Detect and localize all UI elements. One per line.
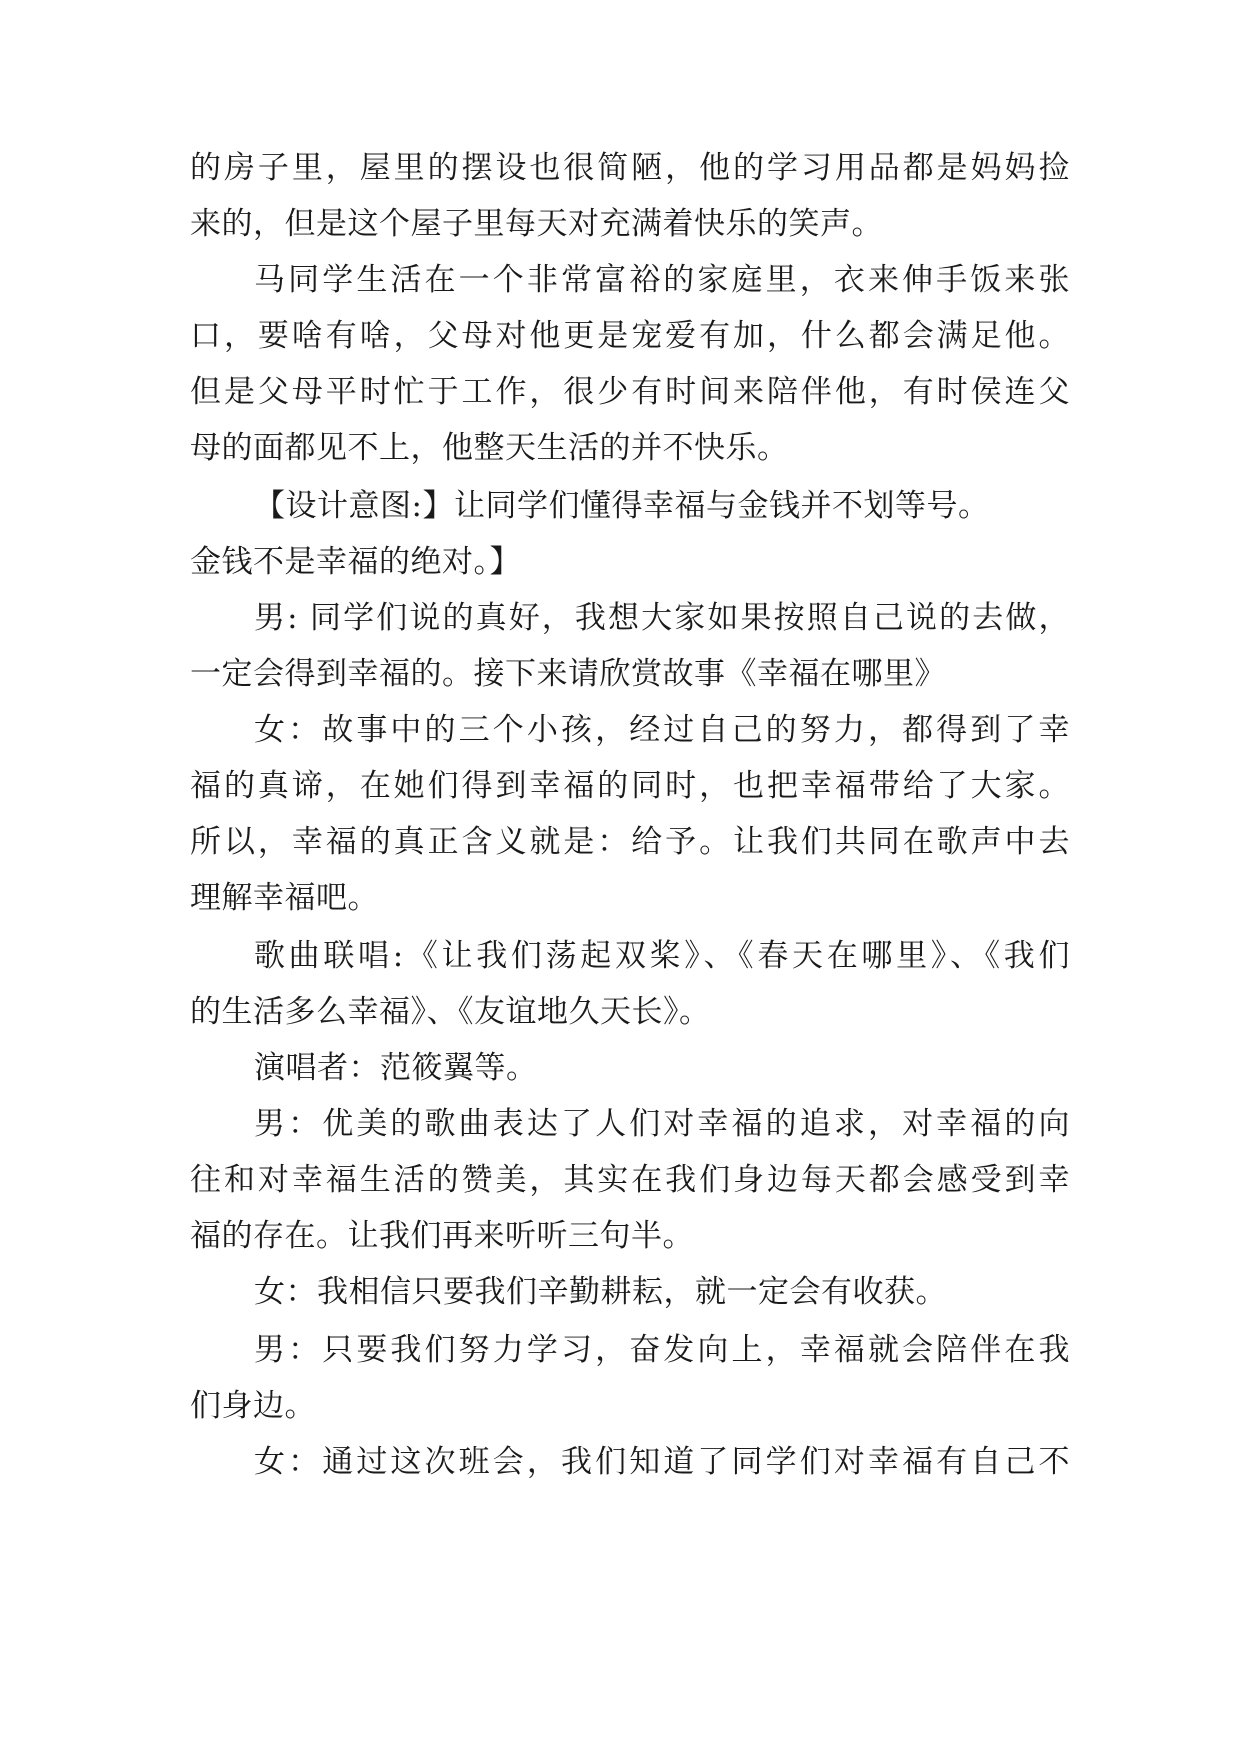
text-line: 一定会得到幸福的。接下来请欣赏故事《幸福在哪里》 <box>190 656 946 692</box>
text-line: 男: 同学们说的真好，我想大家如果按照自己说的去做， <box>254 600 1070 636</box>
text-line: 女：通过这次班会，我们知道了同学们对幸福有自己不 <box>254 1444 1070 1480</box>
text-line: 福的存在。让我们再来听听三句半。 <box>190 1218 694 1254</box>
text-line: 马同学生活在一个非常富裕的家庭里，衣来伸手饭来张 <box>254 262 1070 298</box>
text-line: 【设计意图:】让同学们懂得幸福与金钱并不划等号。 <box>254 488 990 524</box>
text-line: 演唱者：范筱翼等。 <box>254 1050 538 1086</box>
text-line: 但是父母平时忙于工作，很少有时间来陪伴他，有时侯连父 <box>190 374 1070 410</box>
text-line: 歌曲联唱:《让我们荡起双桨》、《春天在哪里》、《我们 <box>254 938 1070 974</box>
text-line: 女：故事中的三个小孩，经过自己的努力，都得到了幸 <box>254 712 1070 748</box>
text-line: 男：优美的歌曲表达了人们对幸福的追求，对幸福的向 <box>254 1106 1070 1142</box>
text-line: 往和对幸福生活的赞美，其实在我们身边每天都会感受到幸 <box>190 1162 1070 1198</box>
text-line: 男：只要我们努力学习，奋发向上，幸福就会陪伴在我 <box>254 1332 1070 1368</box>
text-line: 福的真谛，在她们得到幸福的同时，也把幸福带给了大家。 <box>190 768 1070 804</box>
text-line: 金钱不是幸福的绝对。】 <box>190 544 521 580</box>
text-line: 口，要啥有啥，父母对他更是宠爱有加，什么都会满足他。 <box>190 318 1070 354</box>
text-line: 们身边。 <box>190 1388 316 1424</box>
text-line: 理解幸福吧。 <box>190 880 379 916</box>
text-line: 所以，幸福的真正含义就是：给予。让我们共同在歌声中去 <box>190 824 1070 860</box>
text-line: 的房子里，屋里的摆设也很简陋，他的学习用品都是妈妈捡 <box>190 150 1070 186</box>
text-line: 女：我相信只要我们辛勤耕耘，就一定会有收获。 <box>254 1274 947 1310</box>
text-line: 来的，但是这个屋子里每天对充满着快乐的笑声。 <box>190 206 883 242</box>
text-line: 母的面都见不上，他整天生活的并不快乐。 <box>190 430 789 466</box>
text-line: 的生活多么幸福》、《友谊地久天长》。 <box>190 994 711 1030</box>
